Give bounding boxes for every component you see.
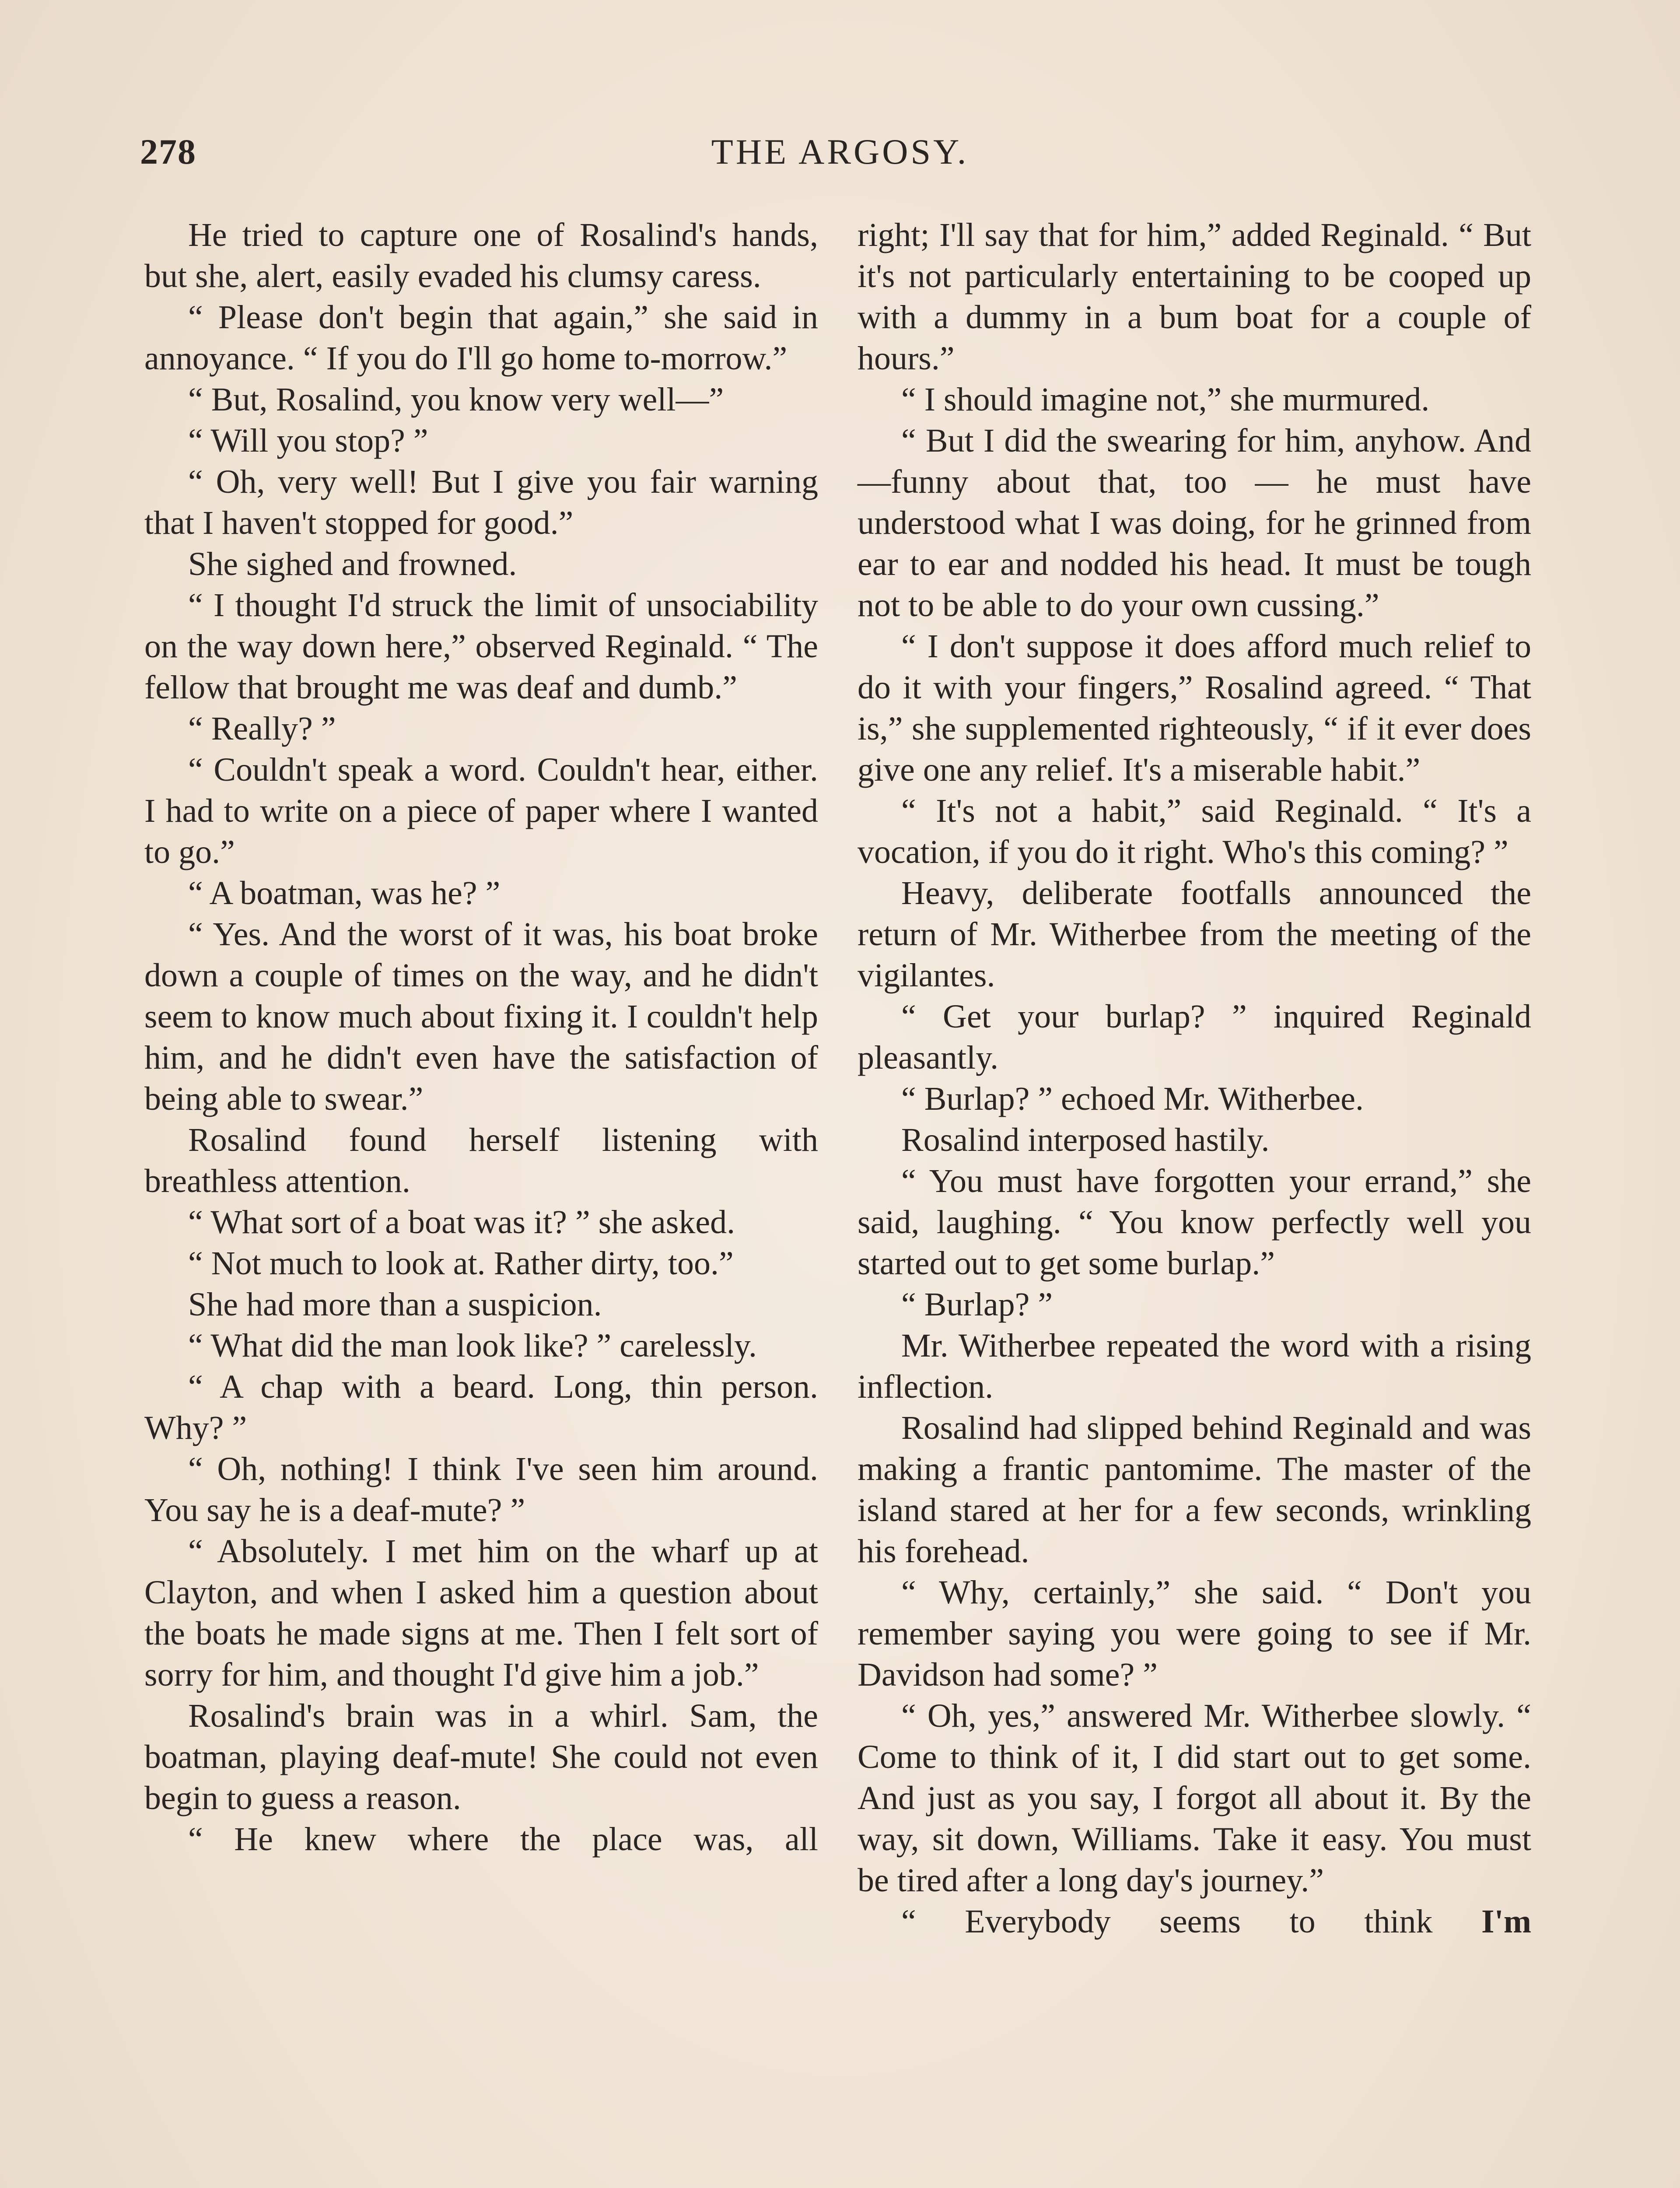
paragraph: “ Oh, yes,” answered Mr. Witherbee slowly. “ Come to think of it, I did start out to get some. And just as you say, I forgot all about it. By the way, sit down, Williams. Take it easy. You must be tired after a long day's journey.” — [858, 1697, 1531, 1899]
paragraph: right; I'll say that for him,” added Reginald. “ But it's not particularly entertaining to be cooped up with a dummy in a bum boat for a couple of hours.” — [858, 217, 1531, 377]
paragraph: “ Get your burlap? ” inquired Reginald pleasantly. — [858, 998, 1531, 1076]
paragraph: “ Yes. And the worst of it was, his boat broke down a couple of times on the way, and he didn't seem to know much about fixing it. I couldn't help him, and he didn't even have the satisfaction of being able to swear.” — [144, 916, 818, 1117]
paragraph: “ It's not a habit,” said Reginald. “ It's a vocation, if you do it right. Who's this coming? ” — [858, 792, 1531, 870]
paragraph: “ Oh, very well! But I give you fair warning that I haven't stopped for good.” — [144, 463, 818, 541]
paragraph: “ I thought I'd struck the limit of unsociability on the way down here,” observed Reginald. “ The fellow that brought me was deaf and dumb.” — [144, 587, 818, 706]
paragraph: “ Absolutely. I met him on the wharf up at Clayton, and when I asked him a question about the boats he made signs at me. Then I felt sort of sorry for him, and thought I'd give him a job.” — [144, 1533, 818, 1693]
left-column — [144, 214, 818, 1860]
paragraph: “ Will you stop? ” — [188, 422, 428, 459]
last-line-text: “ Everybody seems to think — [901, 1903, 1481, 1940]
paragraph: “ A chap with a beard. Long, thin person. Why? ” — [144, 1368, 818, 1446]
paragraph: “ Burlap? ” — [901, 1286, 1053, 1323]
paragraph: She had more than a suspicion. — [188, 1286, 602, 1323]
paragraph: “ He knew where the place was, all — [188, 1821, 818, 1858]
paragraph: Heavy, deliberate footfalls announced the return of Mr. Witherbee from the meeting of the vigilantes. — [858, 875, 1531, 994]
page-number: 278 — [140, 132, 196, 172]
paragraph: She sighed and frowned. — [188, 546, 517, 582]
page-header — [140, 131, 1540, 179]
running-head: THE ARGOSY. — [711, 132, 969, 172]
paragraph: “ You must have forgotten your errand,” she said, laughing. “ You know perfectly well you started out to get some burlap.” — [858, 1163, 1531, 1282]
paragraph: “ What did the man look like? ” carelessly. — [188, 1327, 757, 1364]
paragraph: Rosalind found herself listening with breathless attention. — [144, 1122, 818, 1199]
paragraph: He tried to capture one of Rosalind's hands, but she, alert, easily evaded his clumsy caress. — [144, 217, 818, 295]
paragraph: “ Burlap? ” echoed Mr. Witherbee. — [901, 1080, 1364, 1117]
paragraph: “ What sort of a boat was it? ” she asked. — [188, 1204, 735, 1241]
paragraph: “ Please don't begin that again,” she said in annoyance. “ If you do I'll go home to-morrow.” — [144, 299, 818, 377]
paragraph: “ Really? ” — [188, 710, 336, 747]
paragraph: Mr. Witherbee repeated the word with a rising inflection. — [858, 1327, 1531, 1405]
right-column — [858, 214, 1531, 1942]
paragraph: “ I don't suppose it does afford much relief to do it with your fingers,” Rosalind agreed. “ That is,” she supplemented righteously, “ if it ever does give one any relief. It's a miserable habit.” — [858, 628, 1531, 788]
paragraph: Rosalind interposed hastily. — [901, 1122, 1270, 1158]
paragraph: “ Why, certainly,” she said. “ Don't you remember saying you were going to see if Mr. Davidson had some? ” — [858, 1574, 1531, 1693]
paragraph: “ A boatman, was he? ” — [188, 875, 500, 912]
paragraph: Rosalind's brain was in a whirl. Sam, the boatman, playing deaf-mute! She could not even begin to guess a reason. — [144, 1697, 818, 1816]
paragraph: “ But I did the swearing for him, anyhow. And—funny about that, too — he must have understood what I was doing, for he grinned from ear to ear and nodded his head. It must be tough not to be able to do your own cussing.” — [858, 422, 1531, 624]
paragraph: Rosalind had slipped behind Reginald and was making a frantic pantomime. The master of the island stared at her for a few seconds, wrinkling his forehead. — [858, 1410, 1531, 1570]
paragraph: “ I should imagine not,” she murmured. — [901, 381, 1430, 418]
paragraph-last — [858, 1901, 1531, 1942]
last-line-bold-word: I'm — [1481, 1903, 1531, 1940]
paragraph: “ Oh, nothing! I think I've seen him around. You say he is a deaf-mute? ” — [144, 1451, 818, 1529]
paragraph: “ Not much to look at. Rather dirty, too.” — [188, 1245, 734, 1282]
paragraph: “ But, Rosalind, you know very well—” — [188, 381, 724, 418]
paragraph: “ Couldn't speak a word. Couldn't hear, either. I had to write on a piece of paper where I wanted to go.” — [144, 751, 818, 870]
